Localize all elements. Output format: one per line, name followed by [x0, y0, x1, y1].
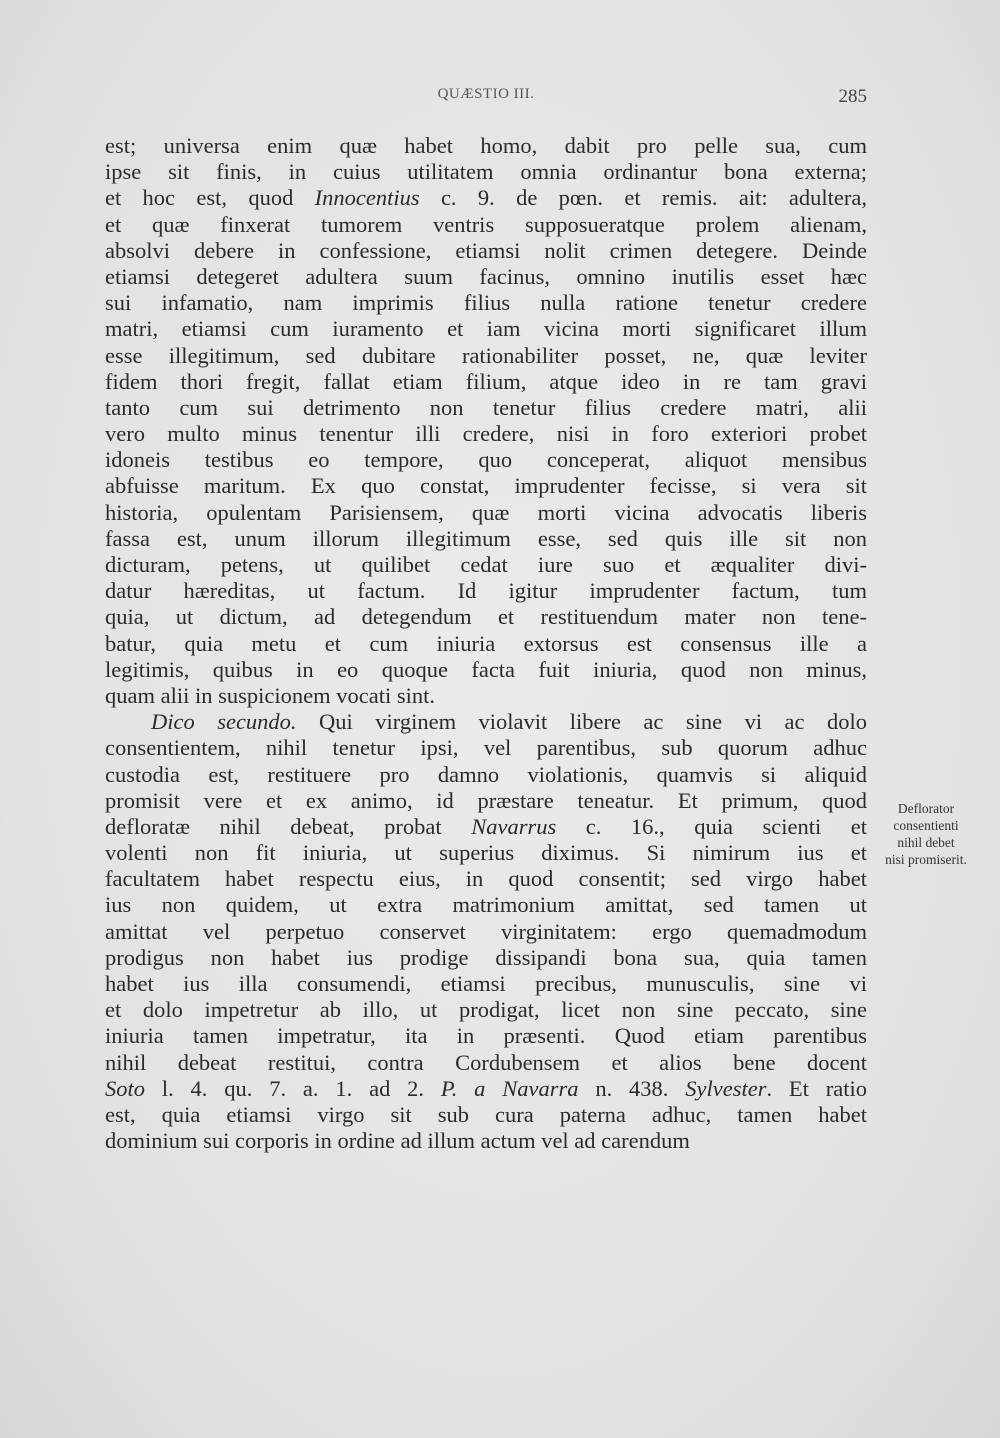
- text-line: [105, 971, 867, 997]
- italic-reference: Dico secundo.: [151, 709, 297, 735]
- text-line: [105, 552, 867, 578]
- text-line: [105, 578, 867, 604]
- text-line: [105, 997, 867, 1023]
- text-line: [105, 1128, 867, 1154]
- text-line: [105, 788, 867, 814]
- margin-note-line: consentienti: [893, 818, 959, 833]
- text-line: [105, 892, 867, 918]
- text-segment: quia, ut dictum, ad detegendum et restituendum mater non tene-: [105, 604, 867, 630]
- text-segment: etiamsi detegeret adultera suum facinus, omnino inutilis esset hæc: [105, 263, 867, 289]
- text-line: [105, 762, 867, 788]
- margin-note-line: nisi promiserit.: [885, 852, 967, 867]
- text-line: [105, 866, 867, 892]
- text-line: [105, 447, 867, 473]
- text-line: [105, 814, 867, 840]
- text-segment: quam alii in suspicionem vocati sint.: [105, 682, 435, 708]
- text-segment: vero multo minus tenentur illi credere, nisi in foro exteriori probet: [105, 421, 867, 447]
- margin-note-line: Deflorator: [897, 801, 955, 816]
- italic-reference: P. a Navarra: [440, 1075, 579, 1101]
- italic-reference: Sylvester: [685, 1075, 767, 1101]
- text-segment: tanto cum sui detrimento non tenetur filius credere matri, alii: [105, 394, 867, 420]
- text-line: [105, 657, 867, 683]
- text-segment: nihil debeat restitui, contra Cordubensem et alios bene docent: [105, 1049, 867, 1075]
- text-segment: prodigus non habet ius prodige dissipandi bona sua, quia tamen: [105, 944, 867, 970]
- text-segment: et dolo impetretur ab illo, ut prodigat, licet non sine peccato, sine: [105, 997, 867, 1023]
- text-line: [105, 526, 867, 552]
- running-title: QUÆSTIO III.: [437, 86, 535, 102]
- text-segment: c. 16., quia scienti et: [556, 813, 867, 839]
- text-segment: ipse sit finis, in cuius utilitatem omnia ordinantur bona externa;: [105, 159, 867, 185]
- text-line: [105, 735, 867, 761]
- text-segment: consentientem, nihil tenetur ipsi, vel parentibus, sub quorum adhuc: [105, 735, 867, 761]
- text-segment: abfuisse maritum. Ex quo constat, imprudenter fecisse, si vera sit: [105, 473, 867, 499]
- text-line: [105, 185, 867, 211]
- italic-reference: Soto: [105, 1075, 146, 1101]
- text-line: [105, 159, 867, 185]
- text-line: [105, 395, 867, 421]
- text-line: [105, 1076, 867, 1102]
- text-line: [105, 473, 867, 499]
- text-line: [105, 1023, 867, 1049]
- text-segment: datur hæreditas, ut factum. Id igitur imprudenter factum, tum: [105, 578, 867, 604]
- page-number: 285: [838, 86, 867, 107]
- text-segment: ius non quidem, ut extra matrimonium amittat, sed tamen ut: [105, 892, 867, 918]
- text-segment: est, quia etiamsi virgo sit sub cura paterna adhuc, tamen habet: [105, 1101, 867, 1127]
- text-segment: esse illegitimum, sed dubitare rationabiliter posset, ne, quæ leviter: [105, 342, 867, 368]
- text-segment: legitimis, quibus in eo quoque facta fuit iniuria, quod non minus,: [105, 656, 867, 682]
- text-segment: dicturam, petens, ut quilibet cedat iure suo et æqualiter divi-: [105, 552, 867, 577]
- text-segment: facultatem habet respectu eius, in quod consentit; sed virgo habet: [105, 866, 867, 892]
- text-line: [105, 1050, 867, 1076]
- text-line: [105, 343, 867, 369]
- text-line: [105, 840, 867, 866]
- margin-note: [873, 800, 979, 868]
- text-line: [105, 290, 867, 316]
- text-segment: n. 438.: [578, 1075, 686, 1101]
- text-segment: iniuria tamen impetratur, ita in præsenti. Quod etiam parentibus: [105, 1023, 867, 1049]
- italic-reference: Innocentius: [314, 185, 420, 211]
- text-segment: idoneis testibus eo tempore, quo conceperat, aliquot mensibus: [105, 447, 867, 473]
- text-line: [105, 945, 867, 971]
- text-segment: custodia est, restituere pro damno violationis, quamvis si aliquid: [105, 761, 867, 787]
- text-line: [105, 264, 867, 290]
- text-line: [105, 238, 867, 264]
- text-segment: defloratæ nihil debeat, probat: [105, 813, 472, 839]
- text-line: [105, 709, 867, 735]
- text-segment: matri, etiamsi cum iuramento et iam vicina morti significaret illum: [105, 316, 867, 342]
- text-line: [105, 919, 867, 945]
- text-line: [105, 631, 867, 657]
- text-segment: batur, quia metu et cum iniuria extorsus est consensus ille a: [105, 630, 867, 656]
- italic-reference: Navarrus: [471, 813, 557, 839]
- text-segment: dominium sui corporis in ordine ad illum actum vel ad carendum: [105, 1128, 690, 1154]
- text-segment: fidem thori fregit, fallat etiam filium, atque ideo in re tam gravi: [105, 368, 867, 394]
- text-segment: l. 4. qu. 7. a. 1. ad 2.: [145, 1075, 441, 1101]
- text-segment: absolvi debere in confessione, etiamsi nolit crimen detegere. Deinde: [105, 237, 867, 263]
- text-line: [105, 421, 867, 447]
- text-segment: habet ius illa consumendi, etiamsi precibus, munusculis, sine vi: [105, 971, 867, 996]
- text-segment: historia, opulentam Parisiensem, quæ morti vicina advocatis liberis: [105, 499, 867, 525]
- text-line: [105, 316, 867, 342]
- text-segment: amittat vel perpetuo conservet virginitatem: ergo quemadmodum: [105, 918, 867, 944]
- text-segment: volenti non fit iniuria, ut superius diximus. Si nimirum ius et: [105, 840, 867, 866]
- text-segment: Qui virginem violavit libere ac sine vi ac dolo: [296, 709, 867, 735]
- text-line: [105, 683, 867, 709]
- text-line: [105, 369, 867, 395]
- text-segment: . Et ratio: [766, 1075, 867, 1101]
- text-line: [105, 1102, 867, 1128]
- text-segment: c. 9. de pœn. et remis. ait: adultera,: [419, 185, 867, 211]
- text-line: [105, 500, 867, 526]
- text-segment: est; universa enim quæ habet homo, dabit pro pelle sua, cum: [105, 133, 867, 158]
- text-line: [105, 604, 867, 630]
- text-segment: et hoc est, quod: [105, 185, 315, 211]
- text-segment: promisit vere et ex animo, id præstare teneatur. Et primum, quod: [105, 787, 867, 813]
- text-line: [105, 133, 867, 159]
- body-text: [105, 133, 867, 1154]
- running-head: [105, 86, 867, 112]
- margin-note-line: nihil debet: [897, 835, 955, 850]
- text-line: [105, 212, 867, 238]
- text-segment: et quæ finxerat tumorem ventris supposueratque prolem alienam,: [105, 211, 867, 237]
- text-segment: sui infamatio, nam imprimis filius nulla ratione tenetur credere: [105, 290, 867, 316]
- text-segment: fassa est, unum illorum illegitimum esse, sed quis ille sit non: [105, 525, 867, 551]
